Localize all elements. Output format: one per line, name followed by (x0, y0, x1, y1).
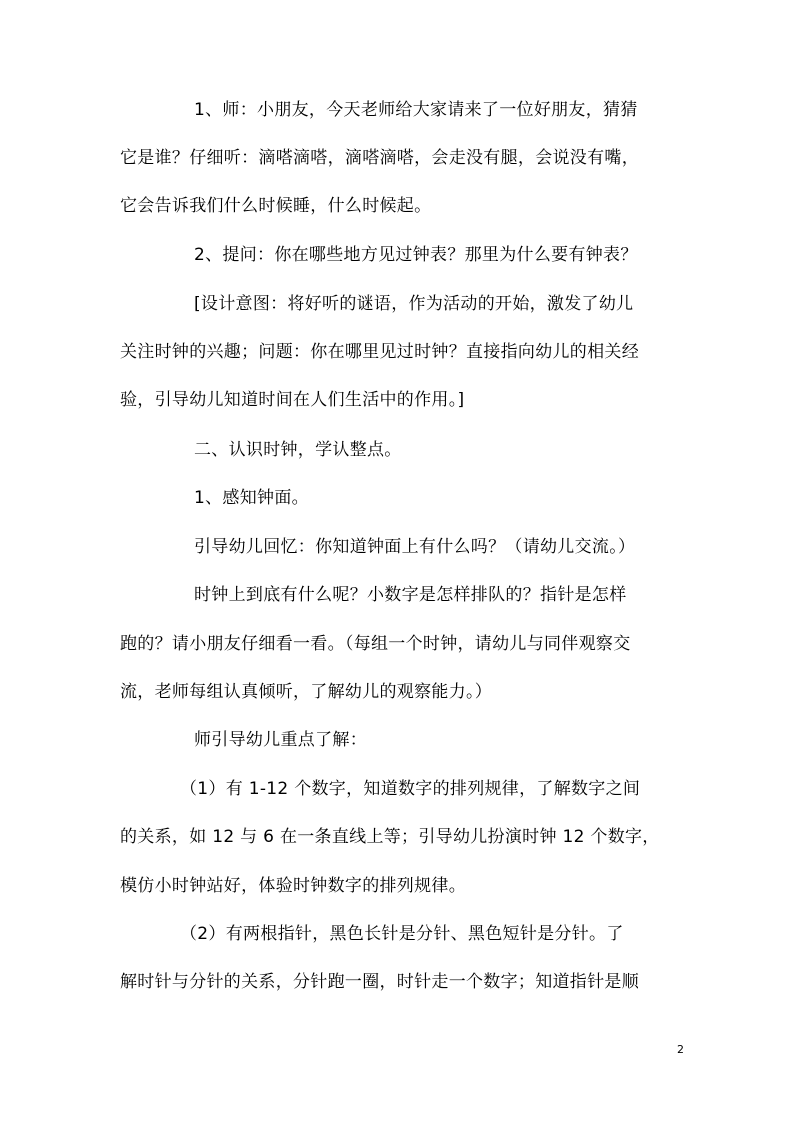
text-line-6: 关注时钟的兴趣；问题：你在哪里见过时钟？直接指向幼儿的相关经 (120, 342, 639, 362)
text-line-17: 模仿小时钟站好，体验时钟数字的排列规律。 (120, 876, 466, 896)
text-line-15: （1）有 1-12 个数字，知道数字的排列规律，了解数字之间 (180, 779, 641, 799)
text-line-9: 1、感知钟面。 (194, 488, 309, 508)
text-line-13: 流，老师每组认真倾听，了解幼儿的观察能力。） (120, 682, 493, 702)
text-line-1: 1、师：小朋友，今天老师给大家请来了一位好朋友，猜猜 (194, 100, 638, 120)
text-line-4: 2、提问：你在哪些地方见过钟表？那里为什么要有钟表？ (194, 245, 638, 265)
text-line-12: 跑的？请小朋友仔细看一看。（每组一个时钟，请幼儿与同伴观察交 (120, 634, 631, 654)
text-line-19: 解时针与分针的关系，分针跑一圈，时针走一个数字；知道指针是顺 (120, 972, 639, 992)
page-number: 2 (677, 1043, 684, 1056)
text-line-16: 的关系，如 12 与 6 在一条直线上等；引导幼儿扮演时钟 12 个数字， (120, 827, 660, 847)
text-line-3: 它会告诉我们什么时候睡，什么时候起。 (120, 196, 432, 216)
text-line-2: 它是谁？仔细听：滴嗒滴嗒，滴嗒滴嗒，会走没有腿，会说没有嘴， (120, 148, 639, 168)
text-line-11: 时钟上到底有什么呢？小数字是怎样排队的？指针是怎样 (194, 585, 627, 605)
text-line-18: （2）有两根指针，黑色长针是分针、黑色短针是分针。了 (180, 924, 624, 944)
text-line-10: 引导幼儿回忆：你知道钟面上有什么吗？（请幼儿交流。） (194, 537, 636, 557)
text-line-5: [设计意图：将好听的谜语，作为活动的开始，激发了幼儿 (194, 294, 634, 314)
text-line-7: 验，引导幼儿知道时间在人们生活中的作用。] (120, 390, 465, 410)
section-heading: 二、认识时钟，学认整点。 (194, 440, 402, 460)
text-line-14: 师引导幼儿重点了解： (194, 730, 367, 750)
